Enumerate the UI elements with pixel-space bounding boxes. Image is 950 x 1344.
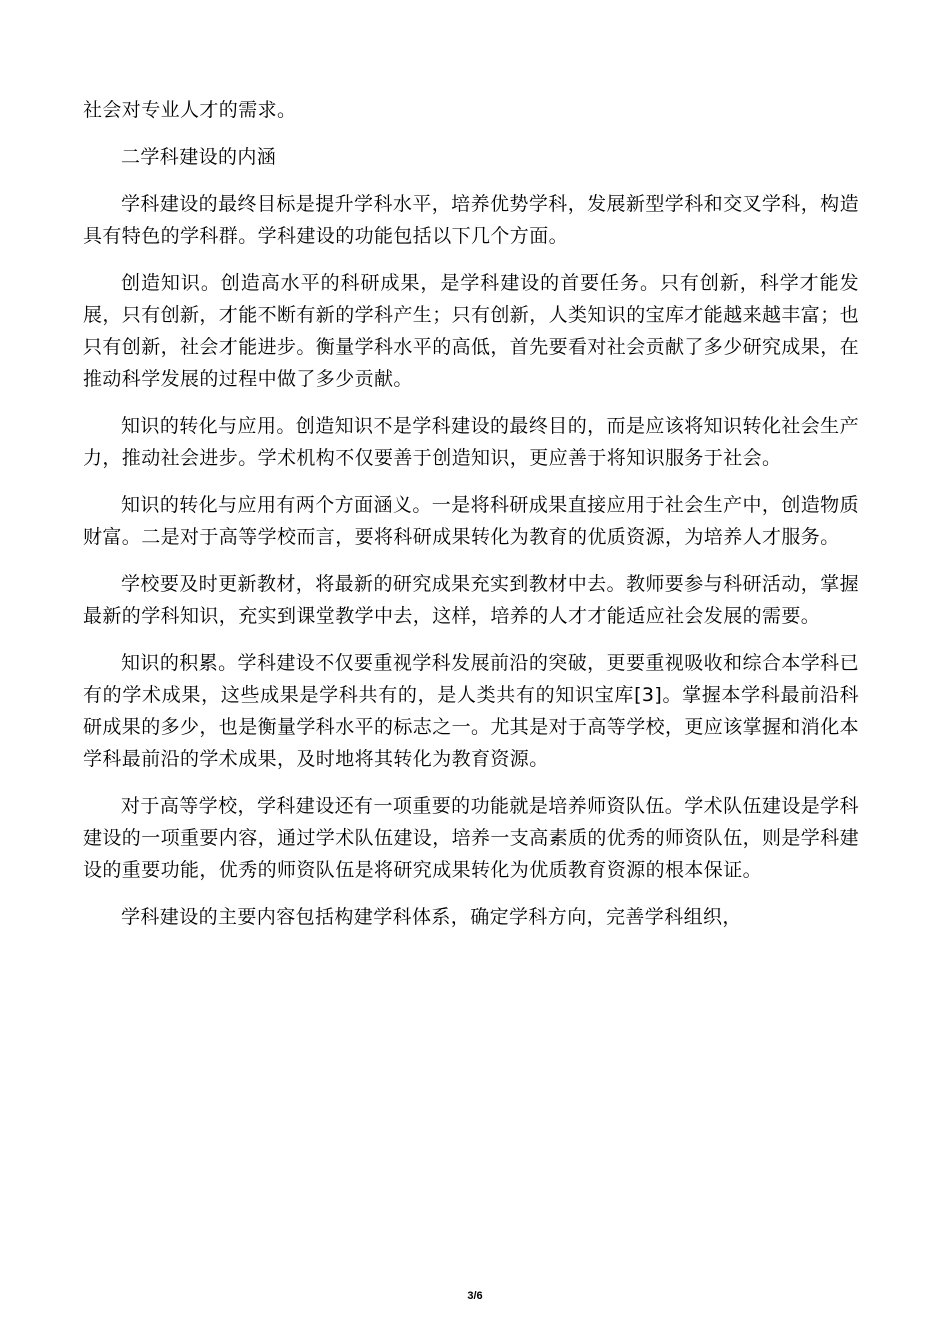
paragraph: 创造知识。创造高水平的科研成果，是学科建设的首要任务。只有创新，科学才能发展，只有创新，才能不断有新的学科产生；只有创新，人类知识的宝库才能越来越丰富；也只有创新，社会才能进步。衡量学科水平的高低，首先要看对社会贡献了多少研究成果，在推动科学发展的过程中做了多少贡献。 (83, 272, 860, 390)
paragraph: 知识的积累。学科建设不仅要重视学科发展前沿的突破，更要重视吸收和综合本学科已有的学术成果，这些成果是学科共有的，是人类共有的知识宝库[3]。掌握本学科最前沿科研成果的多少，也是衡量学科水平的标志之一。尤其是对于高等学校，更应该掌握和消化本学科最前沿的学术成果，及时地将其转化为教育资源。 (83, 652, 860, 770)
paragraph: 学科建设的最终目标是提升学科水平，培养优势学科，发展新型学科和交叉学科，构造具有特色的学科群。学科建设的功能包括以下几个方面。 (83, 193, 859, 247)
paragraph-continuation: 社会对专业人才的需求。 (83, 99, 297, 121)
document-body (83, 94, 859, 948)
paragraph: 知识的转化与应用有两个方面涵义。一是将科研成果直接应用于社会生产中，创造物质财富。二是对于高等学校而言，要将科研成果转化为教育的优质资源，为培养人才服务。 (83, 494, 859, 548)
paragraph: 对于高等学校，学科建设还有一项重要的功能就是培养师资队伍。学术队伍建设是学科建设的一项重要内容，通过学术队伍建设，培养一支高素质的优秀的师资队伍，则是学科建设的重要功能，优秀的师资队伍是将研究成果转化为优质教育资源的根本保证。 (83, 795, 860, 881)
page-number: 3/6 (467, 1290, 483, 1302)
paragraph: 学科建设的主要内容包括构建学科体系，确定学科方向，完善学科组织， (121, 906, 742, 928)
paragraph: 学校要及时更新教材，将最新的研究成果充实到教材中去。教师要参与科研活动，掌握最新的学科知识，充实到课堂教学中去，这样，培养的人才才能适应社会发展的需要。 (83, 573, 859, 627)
section-heading: 二学科建设的内涵 (121, 146, 277, 168)
paragraph: 知识的转化与应用。创造知识不是学科建设的最终目的，而是应该将知识转化社会生产力，推动社会进步。学术机构不仅要善于创造知识，更应善于将知识服务于社会。 (83, 415, 859, 469)
